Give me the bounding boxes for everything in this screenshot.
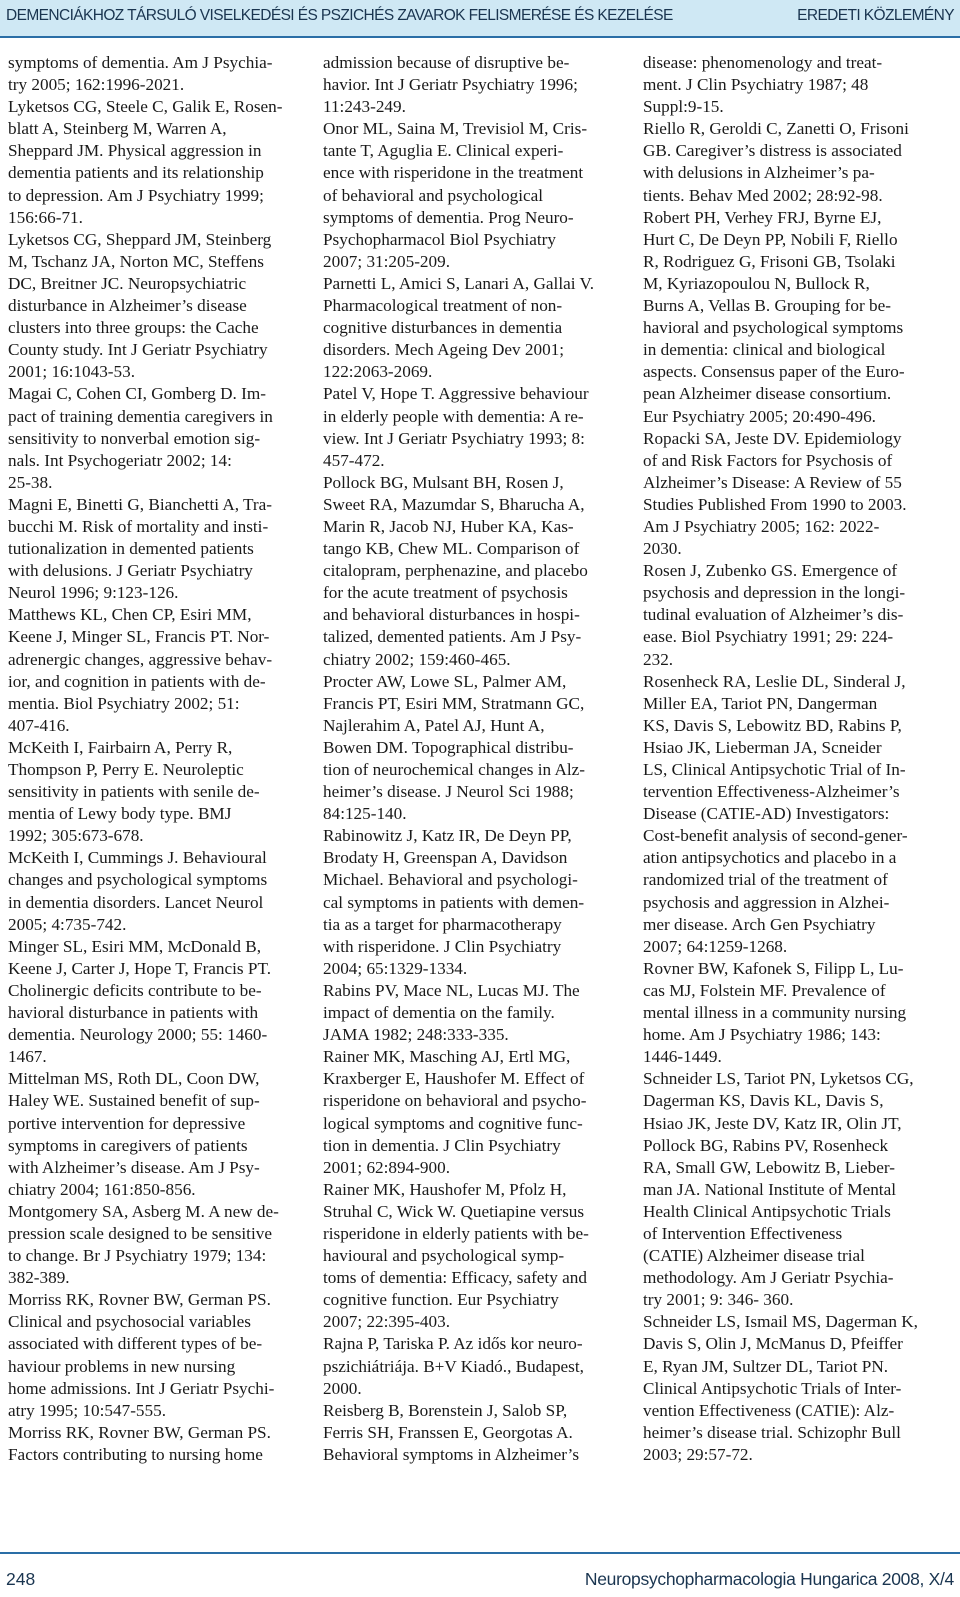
reference-line: pact of training dementia caregivers in xyxy=(8,406,273,426)
reference-line: 1467. xyxy=(8,1047,47,1067)
reference-line: 2007; 64:1259-1268. xyxy=(643,936,788,956)
reference-line: Onor ML, Saina M, Trevisiol M, Cris- xyxy=(323,119,588,139)
reference-line: ence with risperidone in the treatment xyxy=(323,163,584,183)
reference-line: Morriss RK, Rovner BW, German PS. xyxy=(8,1422,271,1442)
reference-line: tervention Effectiveness-Alzheimer’s xyxy=(643,782,900,802)
reference-line: Riello R, Geroldi C, Zanetti O, Frisoni xyxy=(643,119,909,139)
reference-line: pean Alzheimer disease consortium. xyxy=(643,384,892,404)
reference-line: tango KB, Chew ML. Comparison of xyxy=(323,539,580,559)
reference-line: tia as a target for pharmacotherapy xyxy=(323,914,562,934)
reference-entry xyxy=(643,671,953,958)
reference-line: ment. J Clin Psychiatry 1987; 48 xyxy=(643,75,869,95)
reference-line: impact of dementia on the family. xyxy=(323,1003,555,1023)
reference-line: Brodaty H, Greenspan A, Davidson xyxy=(323,848,568,868)
reference-entry xyxy=(8,604,318,737)
reference-line: Am J Psychiatry 2005; 162: 2022- xyxy=(643,516,880,536)
reference-entry xyxy=(323,1333,633,1399)
reference-line: Rosenheck RA, Leslie DL, Sinderal J, xyxy=(643,671,906,691)
reference-entry xyxy=(323,52,633,118)
reference-line: 84:125-140. xyxy=(323,804,407,824)
reference-line: Neurol 1996; 9:123-126. xyxy=(8,583,179,603)
reference-line: Francis PT, Esiri MM, Stratmann GC, xyxy=(323,693,585,713)
reference-line: in dementia disorders. Lancet Neurol xyxy=(8,892,264,912)
reference-line: tion in dementia. J Clin Psychiatry xyxy=(323,1135,561,1155)
reference-entry xyxy=(8,96,318,229)
reference-line: citalopram, perphenazine, and placebo xyxy=(323,561,588,581)
reference-line: 382-389. xyxy=(8,1268,70,1288)
reference-line: disorders. Mech Ageing Dev 2001; xyxy=(323,340,565,360)
reference-entry xyxy=(8,383,318,493)
reference-line: with delusions in Alzheimer’s pa- xyxy=(643,163,875,183)
reference-line: Hsiao JK, Jeste DV, Katz IR, Olin JT, xyxy=(643,1113,902,1133)
reference-line: changes and psychological symptoms xyxy=(8,870,268,890)
reference-line: Eur Psychiatry 2005; 20:490-496. xyxy=(643,406,876,426)
reference-line: Sweet RA, Mazumdar S, Bharucha A, xyxy=(323,494,585,514)
reference-line: ation antipsychotics and placebo in a xyxy=(643,848,897,868)
reference-entry xyxy=(8,936,318,1069)
reference-line: havior. Int J Geriatr Psychiatry 1996; xyxy=(323,75,578,95)
reference-line: dementia patients and its relationship xyxy=(8,163,264,183)
reference-line: atry 1995; 10:547-555. xyxy=(8,1400,167,1420)
reference-line: Bowen DM. Topographical distribu- xyxy=(323,737,574,757)
reference-line: Schneider LS, Tariot PN, Lyketsos CG, xyxy=(643,1069,914,1089)
reference-line: havioural and psychological symp- xyxy=(323,1246,565,1266)
reference-line: portive intervention for depressive xyxy=(8,1113,246,1133)
reference-entry xyxy=(323,118,633,273)
reference-entry xyxy=(323,1179,633,1334)
reference-line: Minger SL, Esiri MM, McDonald B, xyxy=(8,936,262,956)
article-type-label: EREDETI KÖZLEMÉNY xyxy=(797,7,954,24)
reference-line: Factors contributing to nursing home xyxy=(8,1444,263,1464)
running-header xyxy=(0,0,960,38)
reference-line: admission because of disruptive be- xyxy=(323,53,570,72)
reference-line: disease: phenomenology and treat- xyxy=(643,53,883,72)
page-number: 248 xyxy=(6,1569,36,1589)
reference-entry xyxy=(8,52,318,96)
reference-line: Robert PH, Verhey FRJ, Byrne EJ, xyxy=(643,207,882,227)
reference-line: Magni E, Binetti G, Bianchetti A, Tra- xyxy=(8,494,273,514)
reference-line: Miller EA, Tariot PN, Dangerman xyxy=(643,693,878,713)
reference-line: with Alzheimer’s disease. Am J Psy- xyxy=(8,1157,260,1177)
reference-entry xyxy=(643,1311,953,1466)
reference-line: Michael. Behavioral and psychologi- xyxy=(323,870,578,890)
reference-line: Pollock BG, Mulsant BH, Rosen J, xyxy=(323,472,564,492)
reference-line: to change. Br J Psychiatry 1979; 134: xyxy=(8,1246,267,1266)
reference-line: mer disease. Arch Gen Psychiatry xyxy=(643,914,876,934)
reference-line: Rainer MK, Masching AJ, Ertl MG, xyxy=(323,1047,571,1067)
reference-entry xyxy=(8,1201,318,1289)
journal-citation: Neuropsychopharmacologia Hungarica 2008, X/4 xyxy=(584,1569,954,1589)
reference-line: and behavioral disturbances in hospi- xyxy=(323,605,580,625)
reference-line: Kraxberger E, Haushofer M. Effect of xyxy=(323,1069,585,1089)
reference-line: 2005; 4:735-742. xyxy=(8,914,127,934)
reference-line: tients. Behav Med 2002; 28:92-98. xyxy=(643,185,883,205)
reference-line: McKeith I, Fairbairn A, Perry R, xyxy=(8,737,233,757)
reference-line: Mittelman MS, Roth DL, Coon DW, xyxy=(8,1069,260,1089)
reference-entry xyxy=(323,980,633,1046)
reference-line: associated with different types of be- xyxy=(8,1334,263,1354)
reference-line: Haley WE. Sustained benefit of sup- xyxy=(8,1091,260,1111)
reference-line: LS, Clinical Antipsychotic Trial of In- xyxy=(643,760,906,779)
reference-line: aspects. Consensus paper of the Euro- xyxy=(643,362,905,382)
reference-entry xyxy=(8,229,318,384)
reference-line: psychosis and aggression in Alzhei- xyxy=(643,892,890,912)
reference-line: tutionalization in demented patients xyxy=(8,539,254,559)
reference-line: dementia. Neurology 2000; 55: 1460- xyxy=(8,1025,268,1045)
reference-line: logical symptoms and cognitive func- xyxy=(323,1113,583,1133)
reference-line: man JA. National Institute of Mental xyxy=(643,1179,896,1199)
reference-line: Rajna P, Tariska P. Az idős kor neuro- xyxy=(323,1334,583,1354)
reference-line: mental illness in a community nursing xyxy=(643,1003,907,1023)
reference-line: Pharmacological treatment of non- xyxy=(323,296,563,316)
reference-line: Ferris SH, Franssen E, Georgotas A. xyxy=(323,1422,573,1442)
reference-line: mentia of Lewy body type. BMJ xyxy=(8,804,232,824)
reference-line: Cholinergic deficits contribute to be- xyxy=(8,980,262,1000)
page-footer xyxy=(0,1552,960,1597)
reference-line: 2001; 62:894-900. xyxy=(323,1157,450,1177)
reference-line: E, Ryan JM, Sultzer DL, Tariot PN. xyxy=(643,1356,889,1376)
reference-line: vention Effectiveness (CATIE): Alz- xyxy=(643,1400,895,1420)
reference-line: to depression. Am J Psychiatry 1999; xyxy=(8,185,264,205)
reference-entry xyxy=(323,273,633,383)
reference-line: psychosis and depression in the longi- xyxy=(643,583,906,603)
reference-line: cognitive function. Eur Psychiatry xyxy=(323,1290,559,1310)
reference-line: Procter AW, Lowe SL, Palmer AM, xyxy=(323,671,567,691)
reference-line: Rabins PV, Mace NL, Lucas MJ. The xyxy=(323,980,580,1000)
reference-entry xyxy=(323,825,633,980)
reference-line: tante T, Aguglia E. Clinical experi- xyxy=(323,141,564,161)
reference-line: adrenergic changes, aggressive behav- xyxy=(8,649,273,669)
reference-column-2 xyxy=(323,52,633,1466)
reference-line: in elderly people with dementia: A re- xyxy=(323,406,584,426)
reference-line: in dementia: clinical and biological xyxy=(643,340,886,360)
reference-line: of behavioral and psychological xyxy=(323,185,544,205)
reference-entry xyxy=(323,671,633,826)
reference-line: Lyketsos CG, Sheppard JM, Steinberg xyxy=(8,229,272,249)
reference-line: mentia. Biol Psychiatry 2002; 51: xyxy=(8,693,240,713)
reference-line: Thompson P, Perry E. Neuroleptic xyxy=(8,760,244,779)
reference-entry xyxy=(643,428,953,561)
reference-line: risperidone in elderly patients with be- xyxy=(323,1223,589,1243)
reference-line: Lyketsos CG, Steele C, Galik E, Rosen- xyxy=(8,97,283,117)
reference-line: Parnetti L, Amici S, Lanari A, Gallai V. xyxy=(323,273,594,293)
reference-line: symptoms in caregivers of patients xyxy=(8,1135,248,1155)
reference-line: Davis S, Olin J, McManus D, Pfeiffer xyxy=(643,1334,903,1354)
reference-entry xyxy=(323,1046,633,1179)
reference-line: 1992; 305:673-678. xyxy=(8,826,144,846)
reference-entry xyxy=(8,847,318,935)
reference-line: Pollock BG, Rabins PV, Rosenheck xyxy=(643,1135,889,1155)
reference-line: Schneider LS, Ismail MS, Dagerman K, xyxy=(643,1312,918,1332)
reference-line: bucchi M. Risk of mortality and insti- xyxy=(8,516,269,536)
reference-line: M, Tschanz JA, Norton MC, Steffens xyxy=(8,251,264,271)
reference-line: tudinal evaluation of Alzheimer’s dis- xyxy=(643,605,904,625)
reference-entry xyxy=(323,383,633,471)
reference-line: havioral and psychological symptoms xyxy=(643,318,904,338)
reference-line: Ropacki SA, Jeste DV. Epidemiology xyxy=(643,428,902,448)
reference-column-1 xyxy=(8,52,318,1466)
reference-entry xyxy=(643,118,953,206)
reference-line: 11:243-249. xyxy=(323,97,406,117)
reference-line: Clinical Antipsychotic Trials of Inter- xyxy=(643,1378,902,1398)
reference-line: of Intervention Effectiveness xyxy=(643,1223,843,1243)
reference-entry xyxy=(643,958,953,1068)
reference-entry xyxy=(8,494,318,604)
reference-entry xyxy=(643,52,953,118)
reference-line: risperidone on behavioral and psycho- xyxy=(323,1091,587,1111)
reference-line: symptoms of dementia. Prog Neuro- xyxy=(323,207,574,227)
reference-line: home. Am J Psychiatry 1986; 143: xyxy=(643,1025,881,1045)
reference-line: Rovner BW, Kafonek S, Filipp L, Lu- xyxy=(643,958,904,978)
reference-line: talized, demented patients. Am J Psy- xyxy=(323,627,582,647)
reference-line: Cost-benefit analysis of second-gener- xyxy=(643,826,908,846)
reference-line: chiatry 2002; 159:460-465. xyxy=(323,649,511,669)
reference-column-3 xyxy=(643,52,953,1466)
reference-line: JAMA 1982; 248:333-335. xyxy=(323,1025,509,1045)
reference-line: cognitive disturbances in dementia xyxy=(323,318,563,338)
reference-line: try 2005; 162:1996-2021. xyxy=(8,75,185,95)
reference-line: 2007; 22:395-403. xyxy=(323,1312,450,1332)
reference-line: 122:2063-2069. xyxy=(323,362,433,382)
reference-line: Rabinowitz J, Katz IR, De Deyn PP, xyxy=(323,826,572,846)
reference-line: havioral disturbance in patients with xyxy=(8,1003,259,1023)
reference-line: 2030. xyxy=(643,539,682,559)
reference-entry xyxy=(8,1068,318,1201)
reference-line: Rosen J, Zubenko GS. Emergence of xyxy=(643,561,898,581)
reference-line: Keene J, Carter J, Hope T, Francis PT. xyxy=(8,958,271,978)
reference-line: GB. Caregiver’s distress is associated xyxy=(643,141,902,161)
reference-line: with risperidone. J Clin Psychiatry xyxy=(323,936,562,956)
reference-line: Suppl:9-15. xyxy=(643,97,724,117)
reference-line: 2001; 16:1043-53. xyxy=(8,362,135,382)
reference-line: symptoms of dementia. Am J Psychia- xyxy=(8,53,273,72)
reference-line: sensitivity to nonverbal emotion sig- xyxy=(8,428,261,448)
reference-entry xyxy=(643,207,953,428)
reference-line: Patel V, Hope T. Aggressive behaviour xyxy=(323,384,589,404)
section-title: DEMENCIÁKHOZ TÁRSULÓ VISELKEDÉSI ÉS PSZICHÉS ZAVAROK FELISMERÉSE ÉS KEZELÉSE xyxy=(6,7,673,24)
reference-line: Behavioral symptoms in Alzheimer’s xyxy=(323,1444,580,1464)
reference-line: RA, Small GW, Lebowitz B, Lieber- xyxy=(643,1157,896,1177)
reference-line: 407-416. xyxy=(8,715,70,735)
reference-line: Health Clinical Antipsychotic Trials xyxy=(643,1201,891,1221)
reference-line: try 2001; 9: 346- 360. xyxy=(643,1290,794,1310)
reference-line: McKeith I, Cummings J. Behavioural xyxy=(8,848,267,868)
reference-line: disturbance in Alzheimer’s disease xyxy=(8,296,247,316)
reference-line: 156:66-71. xyxy=(8,207,83,227)
reference-entry xyxy=(323,472,633,671)
reference-line: pression scale designed to be sensitive xyxy=(8,1223,272,1243)
reference-line: R, Rodriguez G, Frisoni GB, Tsolaki xyxy=(643,251,896,271)
reference-line: with delusions. J Geriatr Psychiatry xyxy=(8,561,253,581)
reference-entry xyxy=(8,1289,318,1422)
reference-entry xyxy=(8,737,318,847)
reference-line: Sheppard JM. Physical aggression in xyxy=(8,141,262,161)
reference-entry xyxy=(8,1422,318,1466)
reference-line: nals. Int Psychogeriatr 2002; 14: xyxy=(8,450,232,470)
reference-line: of and Risk Factors for Psychosis of xyxy=(643,450,893,470)
reference-line: Magai C, Cohen CI, Gomberg D. Im- xyxy=(8,384,266,404)
reference-line: Psychopharmacol Biol Psychiatry xyxy=(323,229,556,249)
reference-line: sensitivity in patients with senile de- xyxy=(8,782,260,802)
reference-line: Dagerman KS, Davis KL, Davis S, xyxy=(643,1091,884,1111)
reference-line: Matthews KL, Chen CP, Esiri MM, xyxy=(8,605,252,625)
reference-line: chiatry 2004; 161:850-856. xyxy=(8,1179,196,1199)
reference-line: blatt A, Steinberg M, Warren A, xyxy=(8,119,227,139)
reference-line: ease. Biol Psychiatry 1991; 29: 224- xyxy=(643,627,894,647)
reference-line: 457-472. xyxy=(323,450,385,470)
reference-line: cal symptoms in patients with demen- xyxy=(323,892,585,912)
reference-line: 2007; 31:205-209. xyxy=(323,251,450,271)
reference-line: for the acute treatment of psychosis xyxy=(323,583,568,603)
reference-line: 2000. xyxy=(323,1378,362,1398)
reference-line: M, Kyriazopoulou N, Bullock R, xyxy=(643,273,870,293)
reference-line: DC, Breitner JC. Neuropsychiatric xyxy=(8,273,247,293)
reference-line: toms of dementia: Efficacy, safety and xyxy=(323,1268,587,1288)
reference-line: Burns A, Vellas B. Grouping for be- xyxy=(643,296,891,316)
reference-line: ior, and cognition in patients with de- xyxy=(8,671,266,691)
reference-line: Marin R, Jacob NJ, Huber KA, Kas- xyxy=(323,516,574,536)
reference-entry xyxy=(323,1400,633,1466)
reference-line: haviour problems in new nursing xyxy=(8,1356,236,1376)
reference-line: Studies Published From 1990 to 2003. xyxy=(643,494,907,514)
reference-line: Hurt C, De Deyn PP, Nobili F, Riello xyxy=(643,229,898,249)
reference-line: (CATIE) Alzheimer disease trial xyxy=(643,1246,865,1266)
reference-line: heimer’s disease trial. Schizophr Bull xyxy=(643,1422,901,1442)
reference-line: KS, Davis S, Lebowitz BD, Rabins P, xyxy=(643,715,902,735)
reference-line: heimer’s disease. J Neurol Sci 1988; xyxy=(323,782,574,802)
reference-line: home admissions. Int J Geriatr Psychi- xyxy=(8,1378,275,1398)
reference-line: Morriss RK, Rovner BW, German PS. xyxy=(8,1290,271,1310)
reference-line: Clinical and psychosocial variables xyxy=(8,1312,251,1332)
reference-line: methodology. Am J Geriatr Psychia- xyxy=(643,1268,894,1288)
reference-line: tion of neurochemical changes in Alz- xyxy=(323,760,586,779)
reference-line: 2003; 29:57-72. xyxy=(643,1444,753,1464)
reference-line: 25-38. xyxy=(8,472,53,492)
reference-line: Najlerahim A, Patel AJ, Hunt A, xyxy=(323,715,545,735)
reference-line: Struhal C, Wick W. Quetiapine versus xyxy=(323,1201,585,1221)
reference-line: randomized trial of the treatment of xyxy=(643,870,888,890)
reference-line: 232. xyxy=(643,649,674,669)
reference-line: 2004; 65:1329-1334. xyxy=(323,958,468,978)
reference-line: Keene J, Minger SL, Francis PT. Nor- xyxy=(8,627,270,647)
reference-entry xyxy=(643,560,953,670)
reference-line: Alzheimer’s Disease: A Review of 55 xyxy=(643,472,902,492)
reference-line: Reisberg B, Borenstein J, Salob SP, xyxy=(323,1400,568,1420)
reference-line: County study. Int J Geriatr Psychiatry xyxy=(8,340,268,360)
reference-line: cas MJ, Folstein MF. Prevalence of xyxy=(643,980,886,1000)
reference-line: clusters into three groups: the Cache xyxy=(8,318,259,338)
reference-line: Rainer MK, Haushofer M, Pfolz H, xyxy=(323,1179,567,1199)
reference-line: Disease (CATIE-AD) Investigators: xyxy=(643,804,890,824)
reference-line: Montgomery SA, Asberg M. A new de- xyxy=(8,1201,279,1221)
reference-line: pszichiátriája. B+V Kiadó., Budapest, xyxy=(323,1356,584,1376)
reference-line: 1446-1449. xyxy=(643,1047,722,1067)
reference-entry xyxy=(643,1068,953,1311)
reference-line: Hsiao JK, Lieberman JA, Scneider xyxy=(643,737,882,757)
reference-line: view. Int J Geriatr Psychiatry 1993; 8: xyxy=(323,428,585,448)
